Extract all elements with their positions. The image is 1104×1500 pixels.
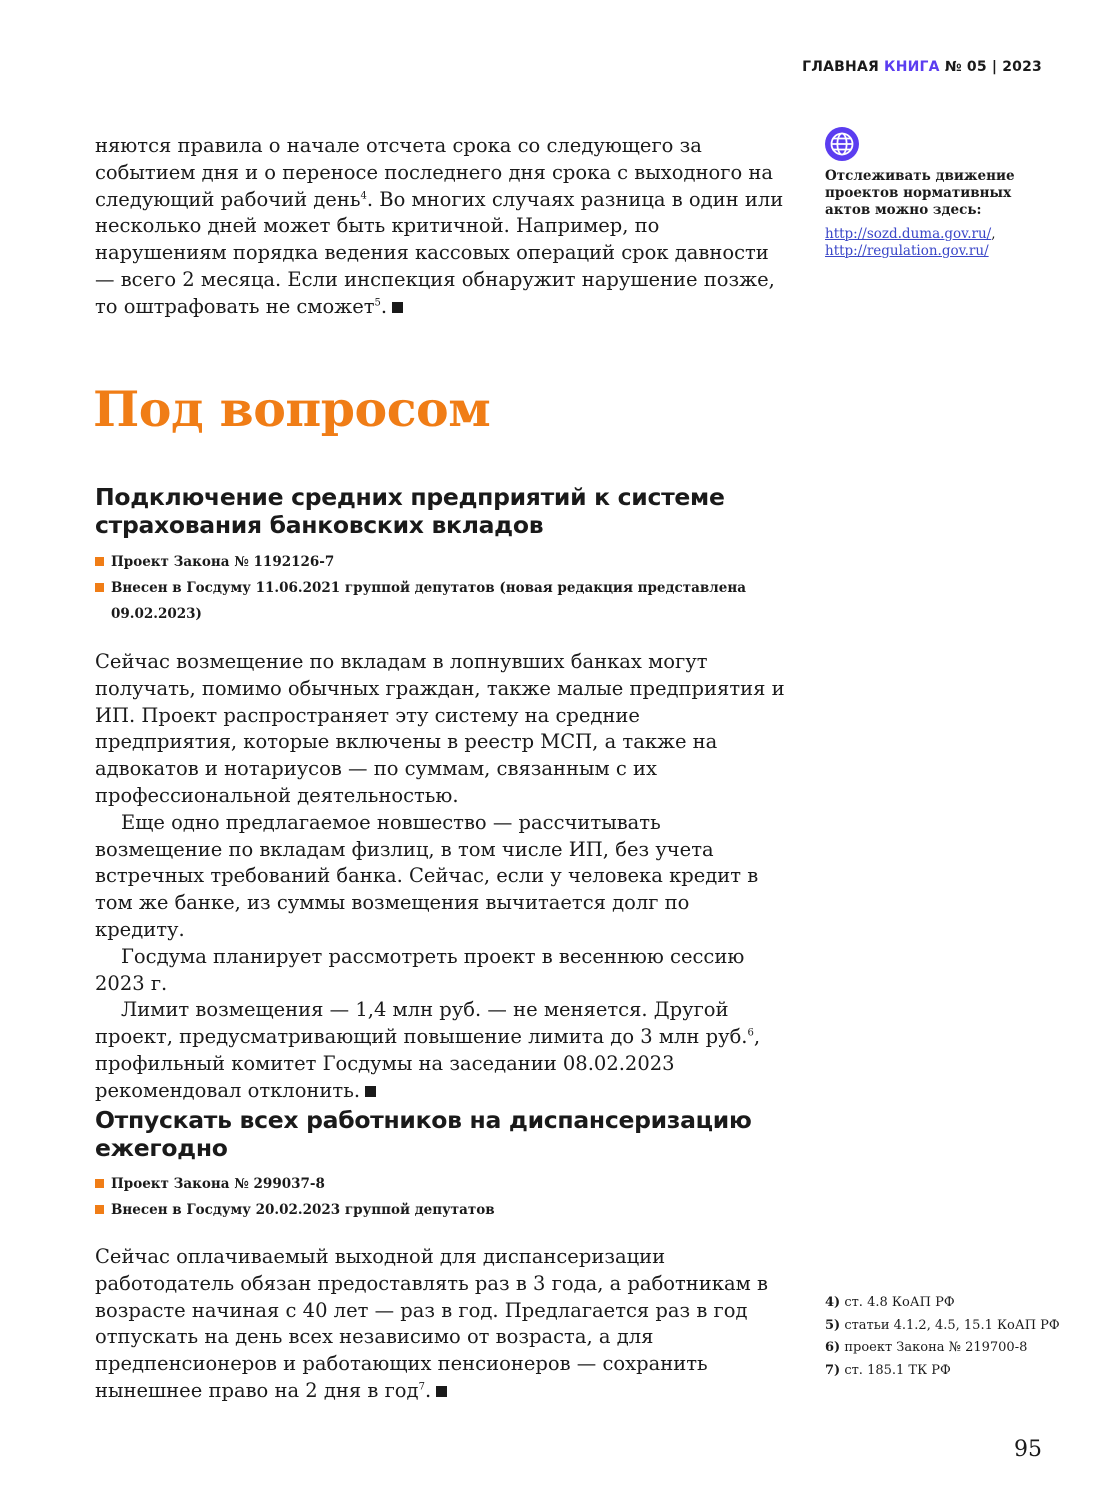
- section-title: Под вопросом: [93, 380, 491, 438]
- footnote-ref[interactable]: 7: [418, 1381, 425, 1393]
- footnote: 5) статьи 4.1.2, 4.5, 15.1 КоАП РФ: [825, 1317, 1060, 1333]
- bill-number: Проект Закона № 299037-8: [95, 1171, 755, 1197]
- article-meta: [95, 1171, 755, 1223]
- article-meta: [95, 549, 755, 627]
- end-of-article-mark: [392, 302, 403, 313]
- sidebar-links: [825, 226, 1055, 260]
- link-sozd-duma[interactable]: http://sozd.duma.gov.ru/: [825, 226, 992, 242]
- intro-paragraph: няются правила о начале отсчета срока со следующего за событием дня и о переносе последнего дня срока с выходного на следующий рабочий день$^4$. Во многих случаях разница в один или несколько дней может быть критичной. Например, по нарушениям порядка ведения кассовых операций срок давности — всего 2 месяца. Если инспекция обнаружит нарушение позже, то оштрафовать не сможет$^5$.: [95, 134, 784, 318]
- bill-submission: Внесен в Госдуму 11.06.2021 группой депутатов (новая редакция представлена 09.02.2023): [95, 575, 755, 627]
- article-title: Подключение средних предприятий к системе страхования банковских вкладов: [95, 483, 725, 539]
- globe-icon: [825, 127, 859, 161]
- footnote-ref[interactable]: 4: [360, 190, 367, 202]
- footnotes: [825, 1292, 1065, 1382]
- footnote: 6) проект Закона № 219700-8: [825, 1340, 1028, 1355]
- end-of-article-mark: [365, 1086, 376, 1097]
- paragraph: Госдума планирует рассмотреть проект в весеннюю сессию 2023 г.: [95, 944, 745, 995]
- brand-main: ГЛАВНАЯ: [802, 59, 879, 75]
- link-separator: ,: [991, 226, 996, 242]
- brand-accent: КНИГА: [884, 59, 940, 75]
- bill-submission: Внесен в Госдуму 20.02.2023 группой депутатов: [95, 1197, 755, 1223]
- end-of-article-mark: [436, 1386, 447, 1397]
- article-title: Отпускать всех работников на диспансеризацию ежегодно: [95, 1106, 752, 1162]
- issue-number: № 05 | 2023: [944, 59, 1042, 75]
- paragraph: Сейчас оплачиваемый выходной для диспансеризации работодатель обязан предоставлять раз в 3 года, а работникам в возрасте начиная с 40 лет — раз в год. Предлагается раз в год отпускать на день всех независимо от возраста, а для предпенсионеров и работающих пенсионеров — сохранить нынешнее право на 2 дня в год$^7$.: [95, 1245, 768, 1402]
- page-number: 95: [1014, 1437, 1042, 1462]
- link-regulation[interactable]: http://regulation.gov.ru/: [825, 243, 989, 259]
- footnote: 4) ст. 4.8 КоАП РФ: [825, 1295, 955, 1310]
- footnote: 7) ст. 185.1 ТК РФ: [825, 1362, 951, 1378]
- footnote-ref[interactable]: 6: [747, 1027, 754, 1039]
- paragraph: Лимит возмещения — 1,4 млн руб. — не меняется. Другой проект, предусматривающий повышение лимита до 3 млн руб.$^6$, профильный комитет Госдумы на заседании 08.02.2023 рекомендовал отклонить.: [95, 998, 761, 1102]
- article-body: [95, 649, 785, 1105]
- running-header: [802, 59, 1042, 75]
- paragraph: Еще одно предлагаемое новшество — рассчитывать возмещение по вкладам физлиц, в том числе ИП, без учета встречных требований банка. Сейчас, если у человека кредит в том же банке, из суммы возмещения вычитается долг по кредиту.: [95, 810, 759, 941]
- bill-number: Проект Закона № 1192126-7: [95, 549, 755, 575]
- footnote-ref[interactable]: 5: [374, 297, 381, 309]
- paragraph: Сейчас возмещение по вкладам в лопнувших банках могут получать, помимо обычных граждан, также малые предприятия и ИП. Проект распространяет эту систему на средние предприятия, которые включены в реестр МСП, а также на адвокатов и нотариусов — по суммам, связанным с их профессиональной деятельностью.: [95, 650, 785, 807]
- sidebar-note: Отслеживать движение проектов нормативных актов можно здесь:: [825, 168, 1015, 218]
